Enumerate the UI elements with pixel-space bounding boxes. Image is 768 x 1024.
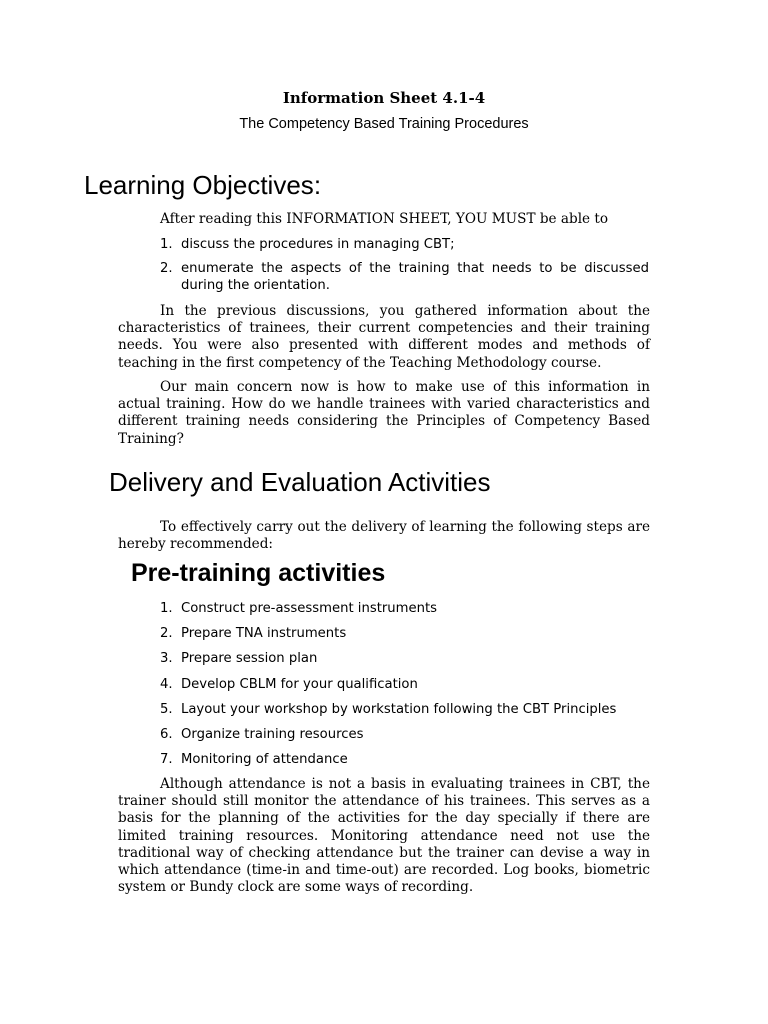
list-item-text: Prepare TNA instruments <box>181 626 347 642</box>
list-item-number: 1. <box>160 601 173 616</box>
pre-training-list <box>160 600 660 776</box>
objectives-list <box>160 236 649 301</box>
list-item <box>160 650 660 667</box>
delivery-intro: To effectively carry out the delivery of learning the following steps are hereby recommended: <box>118 519 650 553</box>
list-item-text: Prepare session plan <box>181 651 318 667</box>
objectives-intro: After reading this INFORMATION SHEET, YOU MUST be able to <box>160 211 609 227</box>
paragraph-main-concern: Our main concern now is how to make use of this information in actual training. How do we handle trainees with varied characteristics and different training needs considering the Principles of Competency Based Training? <box>118 379 650 447</box>
pre-training-heading: Pre-training activities <box>131 559 386 587</box>
list-item-text: Construct pre-assessment instruments <box>181 601 438 616</box>
list-item <box>160 751 660 768</box>
list-item-number: 5. <box>160 701 173 717</box>
list-item-number: 3. <box>160 651 173 667</box>
list-item-number: 4. <box>160 676 173 692</box>
delivery-evaluation-heading: Delivery and Evaluation Activities <box>109 467 491 497</box>
list-item-number: 2. <box>160 261 173 276</box>
sheet-title: Information Sheet 4.1-4 <box>282 89 486 107</box>
list-item-text: Layout your workshop by workstation following the CBT Principles <box>181 701 617 717</box>
list-item <box>160 676 660 693</box>
paragraph-previous-discussions: In the previous discussions, you gathered information about the characteristics of trainees, their current competencies and their training needs. You were also presented with different modes and methods of teaching in the first competency of the Teaching Methodology course. <box>118 303 650 371</box>
list-item-text: discuss the procedures in managing CBT; <box>181 237 455 252</box>
list-item-number: 6. <box>160 726 173 742</box>
list-item-number: 2. <box>160 626 173 642</box>
learning-objectives-heading-colon: : <box>313 170 322 200</box>
list-item-text: enumerate the aspects of the training that needs to be discussed during the orientation. <box>181 261 649 293</box>
learning-objectives-heading-text: Learning Objectives <box>84 170 314 200</box>
list-item-number: 7. <box>160 752 173 768</box>
list-item <box>160 625 660 642</box>
list-item <box>160 236 649 253</box>
list-item <box>160 600 660 617</box>
learning-objectives-heading <box>84 170 321 201</box>
sheet-subtitle: The Competency Based Training Procedures <box>239 116 529 132</box>
list-item-number: 1. <box>160 237 173 252</box>
list-item-text: Develop CBLM for your qualification <box>181 676 418 692</box>
paragraph-attendance: Although attendance is not a basis in evaluating trainees in CBT, the trainer should still monitor the attendance of his trainees. This serves as a basis for the planning of the activities for the day specially if there are limited training resources. Monitoring attendance need not use the traditional way of checking attendance but the trainer can devise a way in which attendance (time-in and time-out) are recorded. Log books, biometric system or Bundy clock are some ways of recording. <box>118 776 650 896</box>
list-item-text: Organize training resources <box>181 726 364 742</box>
list-item-text: Monitoring of attendance <box>181 752 348 768</box>
list-item <box>160 260 649 294</box>
list-item <box>160 701 660 718</box>
list-item <box>160 726 660 743</box>
